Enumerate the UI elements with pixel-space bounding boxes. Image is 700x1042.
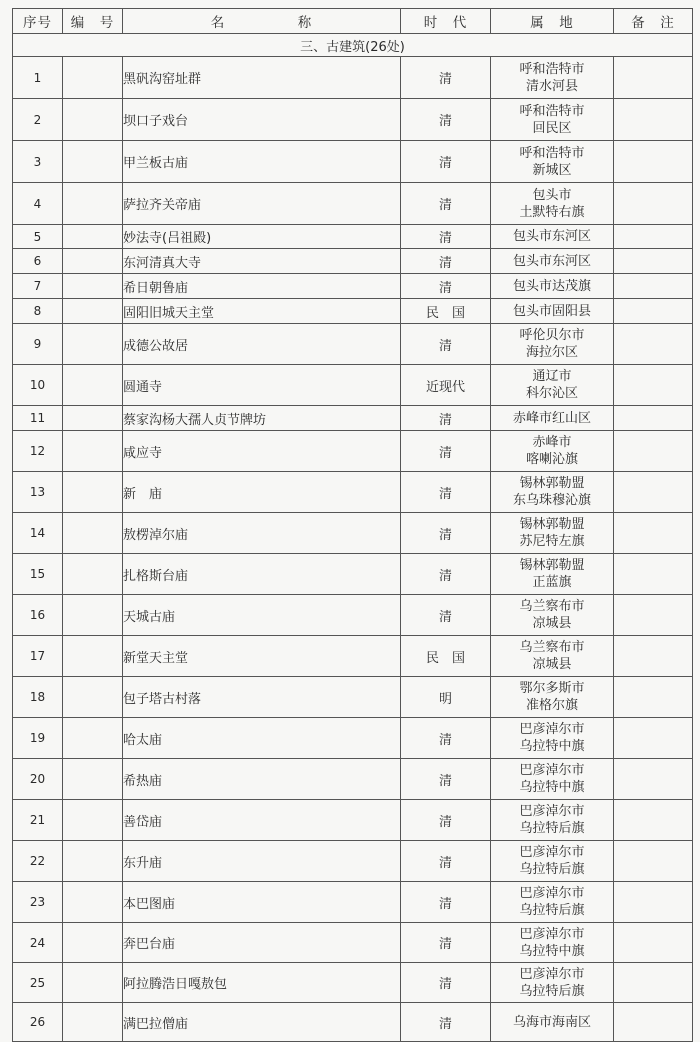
row-location [491, 249, 614, 274]
table-row [13, 274, 693, 299]
row-code [63, 554, 123, 595]
location-line-2: 土默特右旗 [519, 204, 585, 220]
location-line-2: 乌拉特后旗 [519, 862, 585, 877]
table-body [13, 34, 693, 1042]
row-code [63, 677, 123, 718]
row-seq: 25 [13, 963, 63, 1003]
row-era: 清 [401, 141, 491, 183]
row-notes [614, 299, 693, 324]
row-era: 清 [401, 249, 491, 274]
row-location [491, 57, 614, 99]
location-line-1: 包头市固阳县 [512, 303, 591, 319]
table-row [13, 1003, 693, 1042]
location-line-2: 乌拉特中旗 [519, 943, 585, 959]
location-line-2: 乌拉特中旗 [519, 739, 585, 754]
header-notes: 备 注 [614, 9, 693, 34]
row-notes [614, 274, 693, 299]
row-name: 善岱庙 [123, 800, 401, 841]
row-seq: 9 [13, 324, 63, 365]
table-row [13, 472, 693, 513]
table-row [13, 882, 693, 923]
row-code [63, 923, 123, 963]
row-era: 清 [401, 800, 491, 841]
row-notes [614, 595, 693, 636]
row-code [63, 99, 123, 141]
row-seq: 26 [13, 1003, 63, 1042]
row-seq: 23 [13, 882, 63, 923]
location-line-2: 乌拉特后旗 [519, 821, 585, 836]
table-row [13, 595, 693, 636]
table-row [13, 324, 693, 365]
row-name: 甲兰板古庙 [123, 141, 401, 183]
row-name: 满巴拉僧庙 [123, 1003, 401, 1042]
location-line-2: 科尔沁区 [525, 386, 578, 401]
row-location [491, 677, 614, 718]
location-line-1: 呼伦贝尔市 [519, 328, 585, 343]
row-notes [614, 472, 693, 513]
row-location [491, 324, 614, 365]
row-notes [614, 1003, 693, 1042]
row-code [63, 431, 123, 472]
table-row [13, 183, 693, 225]
location-line-1: 锡林郭勒盟 [519, 517, 585, 532]
row-location [491, 882, 614, 923]
row-location [491, 365, 614, 406]
row-code [63, 759, 123, 800]
section-row [13, 34, 693, 57]
row-code [63, 365, 123, 406]
row-name: 新堂天主堂 [123, 636, 401, 677]
location-line-2: 凉城县 [532, 616, 572, 631]
row-notes [614, 513, 693, 554]
row-seq: 6 [13, 249, 63, 274]
row-location [491, 759, 614, 800]
location-line-2: 东乌珠穆沁旗 [512, 493, 591, 508]
location-line-1: 包头市达茂旗 [512, 278, 591, 294]
heritage-table [12, 8, 693, 1042]
row-notes [614, 718, 693, 759]
location-line-1: 赤峰市 [532, 435, 572, 450]
row-location [491, 472, 614, 513]
row-seq: 10 [13, 365, 63, 406]
row-seq: 11 [13, 406, 63, 431]
row-seq: 15 [13, 554, 63, 595]
header-location: 属 地 [491, 9, 614, 34]
row-location [491, 406, 614, 431]
row-name: 奔巴台庙 [123, 923, 401, 963]
row-location [491, 141, 614, 183]
location-line-1: 锡林郭勒盟 [519, 558, 585, 573]
location-line-1: 巴彦淖尔市 [519, 804, 585, 819]
row-name: 坝口子戏台 [123, 99, 401, 141]
header-name: 名 称 [123, 9, 401, 34]
row-notes [614, 759, 693, 800]
table-row [13, 99, 693, 141]
row-notes [614, 841, 693, 882]
row-seq: 13 [13, 472, 63, 513]
table-row [13, 57, 693, 99]
row-location [491, 183, 614, 225]
row-notes [614, 225, 693, 249]
row-name: 妙法寺(吕祖殿) [123, 225, 401, 249]
location-line-2: 正蓝旗 [532, 575, 572, 590]
location-line-2: 乌拉特后旗 [519, 983, 585, 999]
row-code [63, 882, 123, 923]
row-seq: 12 [13, 431, 63, 472]
table-row [13, 406, 693, 431]
row-seq: 21 [13, 800, 63, 841]
row-notes [614, 249, 693, 274]
row-name: 扎格斯台庙 [123, 554, 401, 595]
location-line-1: 鄂尔多斯市 [519, 681, 585, 696]
row-code [63, 299, 123, 324]
location-line-2: 苏尼特左旗 [519, 534, 585, 549]
row-era: 明 [401, 677, 491, 718]
row-seq: 2 [13, 99, 63, 141]
row-name: 阿拉腾浩日嘎敖包 [123, 963, 401, 1003]
row-era: 民 国 [401, 636, 491, 677]
location-line-1: 巴彦淖尔市 [519, 845, 585, 860]
row-location [491, 1003, 614, 1042]
row-notes [614, 365, 693, 406]
row-code [63, 274, 123, 299]
location-line-1: 巴彦淖尔市 [519, 966, 585, 982]
row-notes [614, 141, 693, 183]
row-seq: 17 [13, 636, 63, 677]
row-era: 清 [401, 183, 491, 225]
row-seq: 7 [13, 274, 63, 299]
row-location [491, 841, 614, 882]
table-row [13, 800, 693, 841]
row-name: 新 庙 [123, 472, 401, 513]
location-line-1: 呼和浩特市 [519, 61, 585, 77]
table-row [13, 718, 693, 759]
table-row [13, 759, 693, 800]
table-row [13, 225, 693, 249]
row-era: 清 [401, 431, 491, 472]
row-code [63, 800, 123, 841]
table-row [13, 299, 693, 324]
location-line-1: 巴彦淖尔市 [519, 722, 585, 737]
row-seq: 1 [13, 57, 63, 99]
row-era: 清 [401, 1003, 491, 1042]
row-code [63, 406, 123, 431]
table-row [13, 249, 693, 274]
row-name: 敖楞淖尔庙 [123, 513, 401, 554]
row-seq: 19 [13, 718, 63, 759]
row-notes [614, 406, 693, 431]
table-row [13, 554, 693, 595]
row-name: 包子塔古村落 [123, 677, 401, 718]
row-notes [614, 636, 693, 677]
row-location [491, 923, 614, 963]
row-notes [614, 677, 693, 718]
row-location [491, 595, 614, 636]
row-era: 清 [401, 274, 491, 299]
row-notes [614, 324, 693, 365]
row-code [63, 141, 123, 183]
row-location [491, 963, 614, 1003]
row-era: 清 [401, 923, 491, 963]
row-seq: 4 [13, 183, 63, 225]
location-line-1: 赤峰市红山区 [512, 410, 591, 426]
row-era: 清 [401, 759, 491, 800]
location-line-1: 通辽市 [532, 369, 572, 384]
row-era: 清 [401, 406, 491, 431]
row-era: 清 [401, 99, 491, 141]
location-line-1: 呼和浩特市 [519, 103, 585, 119]
table-row [13, 963, 693, 1003]
location-line-1: 呼和浩特市 [519, 145, 585, 161]
row-era: 清 [401, 225, 491, 249]
row-era: 清 [401, 57, 491, 99]
row-name: 黑矾沟窑址群 [123, 57, 401, 99]
row-location [491, 99, 614, 141]
row-seq: 22 [13, 841, 63, 882]
row-seq: 14 [13, 513, 63, 554]
row-era: 清 [401, 882, 491, 923]
row-code [63, 841, 123, 882]
row-location [491, 299, 614, 324]
row-location [491, 225, 614, 249]
location-line-2: 凉城县 [532, 657, 572, 672]
location-line-2: 回民区 [532, 120, 572, 136]
location-line-2: 乌拉特后旗 [519, 903, 585, 918]
row-notes [614, 963, 693, 1003]
row-era: 清 [401, 513, 491, 554]
location-line-2: 乌拉特中旗 [519, 780, 585, 795]
table-row [13, 141, 693, 183]
row-notes [614, 99, 693, 141]
location-line-1: 巴彦淖尔市 [519, 926, 585, 942]
row-location [491, 636, 614, 677]
location-line-1: 乌兰察布市 [519, 640, 585, 655]
location-line-2: 海拉尔区 [525, 345, 578, 360]
row-code [63, 472, 123, 513]
row-era: 民 国 [401, 299, 491, 324]
row-location [491, 554, 614, 595]
row-era: 近现代 [401, 365, 491, 406]
table-row [13, 365, 693, 406]
row-name: 东河清真大寺 [123, 249, 401, 274]
row-notes [614, 57, 693, 99]
row-seq: 20 [13, 759, 63, 800]
row-notes [614, 183, 693, 225]
row-name: 蔡家沟杨大孺人贞节牌坊 [123, 406, 401, 431]
row-era: 清 [401, 963, 491, 1003]
row-name: 希日朝鲁庙 [123, 274, 401, 299]
row-notes [614, 431, 693, 472]
row-code [63, 57, 123, 99]
row-seq: 24 [13, 923, 63, 963]
table-row [13, 431, 693, 472]
table-row [13, 636, 693, 677]
row-location [491, 800, 614, 841]
row-name: 圆通寺 [123, 365, 401, 406]
location-line-2: 新城区 [532, 162, 572, 178]
row-location [491, 274, 614, 299]
location-line-1: 包头市 [532, 187, 572, 203]
row-code [63, 249, 123, 274]
row-seq: 18 [13, 677, 63, 718]
location-line-1: 巴彦淖尔市 [519, 763, 585, 778]
row-name: 希热庙 [123, 759, 401, 800]
header-era: 时 代 [401, 9, 491, 34]
location-line-1: 乌兰察布市 [519, 599, 585, 614]
row-seq: 8 [13, 299, 63, 324]
row-name: 天城古庙 [123, 595, 401, 636]
row-name: 哈太庙 [123, 718, 401, 759]
row-name: 本巴图庙 [123, 882, 401, 923]
row-code [63, 963, 123, 1003]
header-code: 编 号 [63, 9, 123, 34]
row-name: 固阳旧城天主堂 [123, 299, 401, 324]
row-notes [614, 800, 693, 841]
row-code [63, 636, 123, 677]
row-code [63, 183, 123, 225]
header-seq: 序号 [13, 9, 63, 34]
location-line-2: 准格尔旗 [525, 698, 578, 713]
location-line-2: 喀喇沁旗 [525, 452, 578, 467]
location-line-1: 包头市东河区 [512, 253, 591, 269]
row-era: 清 [401, 841, 491, 882]
row-name: 东升庙 [123, 841, 401, 882]
row-notes [614, 923, 693, 963]
row-name: 萨拉齐关帝庙 [123, 183, 401, 225]
row-code [63, 513, 123, 554]
row-code [63, 324, 123, 365]
row-location [491, 513, 614, 554]
row-seq: 5 [13, 225, 63, 249]
location-line-2: 清水河县 [525, 78, 578, 94]
row-era: 清 [401, 472, 491, 513]
row-code [63, 225, 123, 249]
row-era: 清 [401, 554, 491, 595]
row-seq: 3 [13, 141, 63, 183]
row-seq: 16 [13, 595, 63, 636]
row-era: 清 [401, 595, 491, 636]
location-line-1: 包头市东河区 [512, 229, 591, 244]
location-line-1: 锡林郭勒盟 [519, 476, 585, 491]
row-notes [614, 554, 693, 595]
row-name: 咸应寺 [123, 431, 401, 472]
location-line-1: 巴彦淖尔市 [519, 886, 585, 901]
table-row [13, 923, 693, 963]
table-row [13, 841, 693, 882]
section-title: 三、古建筑(26处) [13, 34, 693, 57]
row-code [63, 1003, 123, 1042]
row-era: 清 [401, 718, 491, 759]
row-location [491, 718, 614, 759]
row-era: 清 [401, 324, 491, 365]
row-location [491, 431, 614, 472]
table-row [13, 513, 693, 554]
header-row [13, 9, 693, 34]
location-line-1: 乌海市海南区 [512, 1014, 591, 1030]
table-row [13, 677, 693, 718]
row-notes [614, 882, 693, 923]
row-code [63, 595, 123, 636]
row-code [63, 718, 123, 759]
row-name: 成德公故居 [123, 324, 401, 365]
